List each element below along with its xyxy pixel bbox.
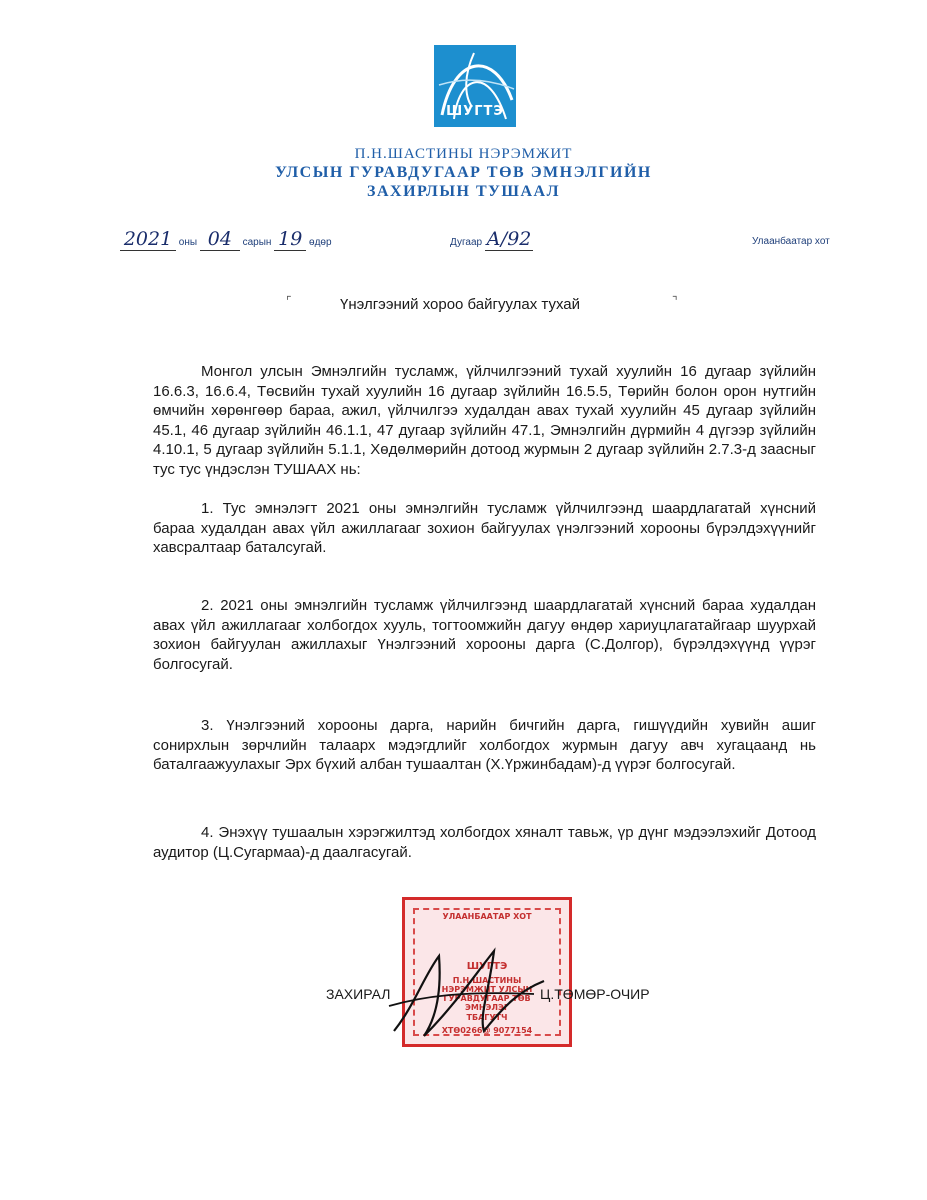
header-line-2: УЛСЫН ГУРАВДУГААР ТӨВ ЭМНЭЛГИЙН [275, 164, 652, 181]
signatory-name: Ц.ТӨМӨР-ОЧИР [540, 986, 650, 1002]
subject-title: Үнэлгээний хороо байгуулах тухай [340, 296, 581, 313]
order-number: А/92 [486, 228, 532, 250]
official-stamp: УЛААНБААТАР ХОТ ШУГТЭ П.Н.ШАСТИНЫ НЭРЭМЖИТ УЛСЫН ГУРАВДУГААР ТӨВ ЭМНЭЛЭГ ТБАГУТЧ ХТӨ0266@ 9077154 [402, 897, 572, 1047]
logo-text: ШУГТЭ [446, 104, 504, 119]
organization-logo [434, 45, 516, 127]
preamble-paragraph: Монгол улсын Эмнэлгийн тусламж, үйлчилгээний тухай хуулийн 16 дугаар зүйлийн 16.6.3, 16.6.4, Төсвийн тухай хуулийн 16 дугаар зүйлийн 16.5.5, Төрийн болон орон нутгийн өмчийн хөрөнгөөр бараа, ажил, үйлчилгээ худалдан авах тухай хуулийн 45 дугаар зүйлийн 45.1, 46 дугаар зүйлийн 46.1.1, 47 дугаар зүйлийн 47.1, Эмнэлгийн дүрмийн 4 дүгээр зүйлийн 4.10.1, 5 дугаар зүйлийн 5.1.1, Хөдөлмөрийн дотоод журмын 2 дугаар зүйлийн 2.7.3-д заасныг тус тус үндэслэн ТУШААХ нь: [153, 363, 816, 478]
header-line-3: ЗАХИРЛЫН ТУШААЛ [367, 183, 560, 200]
order-number-label: Дугаар [450, 237, 483, 248]
subject-bracket-right: ⌝ [672, 294, 678, 308]
date-day-label: өдөр [309, 237, 332, 248]
date-field [120, 228, 332, 251]
date-month-label: сарын [242, 237, 272, 248]
date-year-label: оны [178, 237, 198, 248]
order-item-1: 1. Тус эмнэлэгт 2021 оны эмнэлгийн тусламж үйлчилгээнд шаардлагатай хүнсний бараа худалдан авах үйл ажиллагааг зохион байгуулах үнэлгээний хорооны бүрэлдэхүүнийг хавсралтаар баталсугай. [153, 500, 816, 556]
subject-bracket-left: ⌜ [286, 294, 292, 308]
order-item-2: 2. 2021 оны эмнэлгийн тусламж үйлчилгээнд шаардлагатай хүнсний бараа худалдан авах үйл ажиллагааг холбогдох хууль, тогтоомжийн дагуу өндөр хариуцлагатайгаар шуурхай зохион байгуулан ажиллахыг Үнэлгээний хорооны дарга (С.Долгор), бүрэлдэхүүнд үүрэг болгосугай. [153, 597, 816, 673]
order-item-3: 3. Үнэлгээний хорооны дарга, нарийн бичгийн дарга, гишүүдийн хувийн ашиг сонирхлын зөрчлийн талаарх мэдэгдлийг холбогдох журмын дагуу авч хугацаанд нь баталгаажуулахыг Эрх бүхий албан тушаалтан (Х.Үржинбадам)-д үүрэг болгосугай. [153, 717, 816, 773]
order-number-field [450, 228, 533, 251]
date-year: 2021 [120, 228, 176, 251]
handwritten-signature [384, 936, 554, 1046]
date-day: 19 [274, 228, 306, 251]
header-line-1: П.Н.ШАСТИНЫ НЭРЭМЖИТ [354, 146, 573, 162]
city: Улаанбаатар хот [752, 236, 830, 247]
date-month: 04 [200, 228, 240, 251]
signatory-title: ЗАХИРАЛ [326, 986, 391, 1002]
order-item-4: 4. Энэхүү тушаалын хэрэгжилтэд холбогдох хяналт тавьж, үр дүнг мэдээлэхийг Дотоод аудитор (Ц.Сугармаа)-д даалгасугай. [153, 824, 816, 861]
